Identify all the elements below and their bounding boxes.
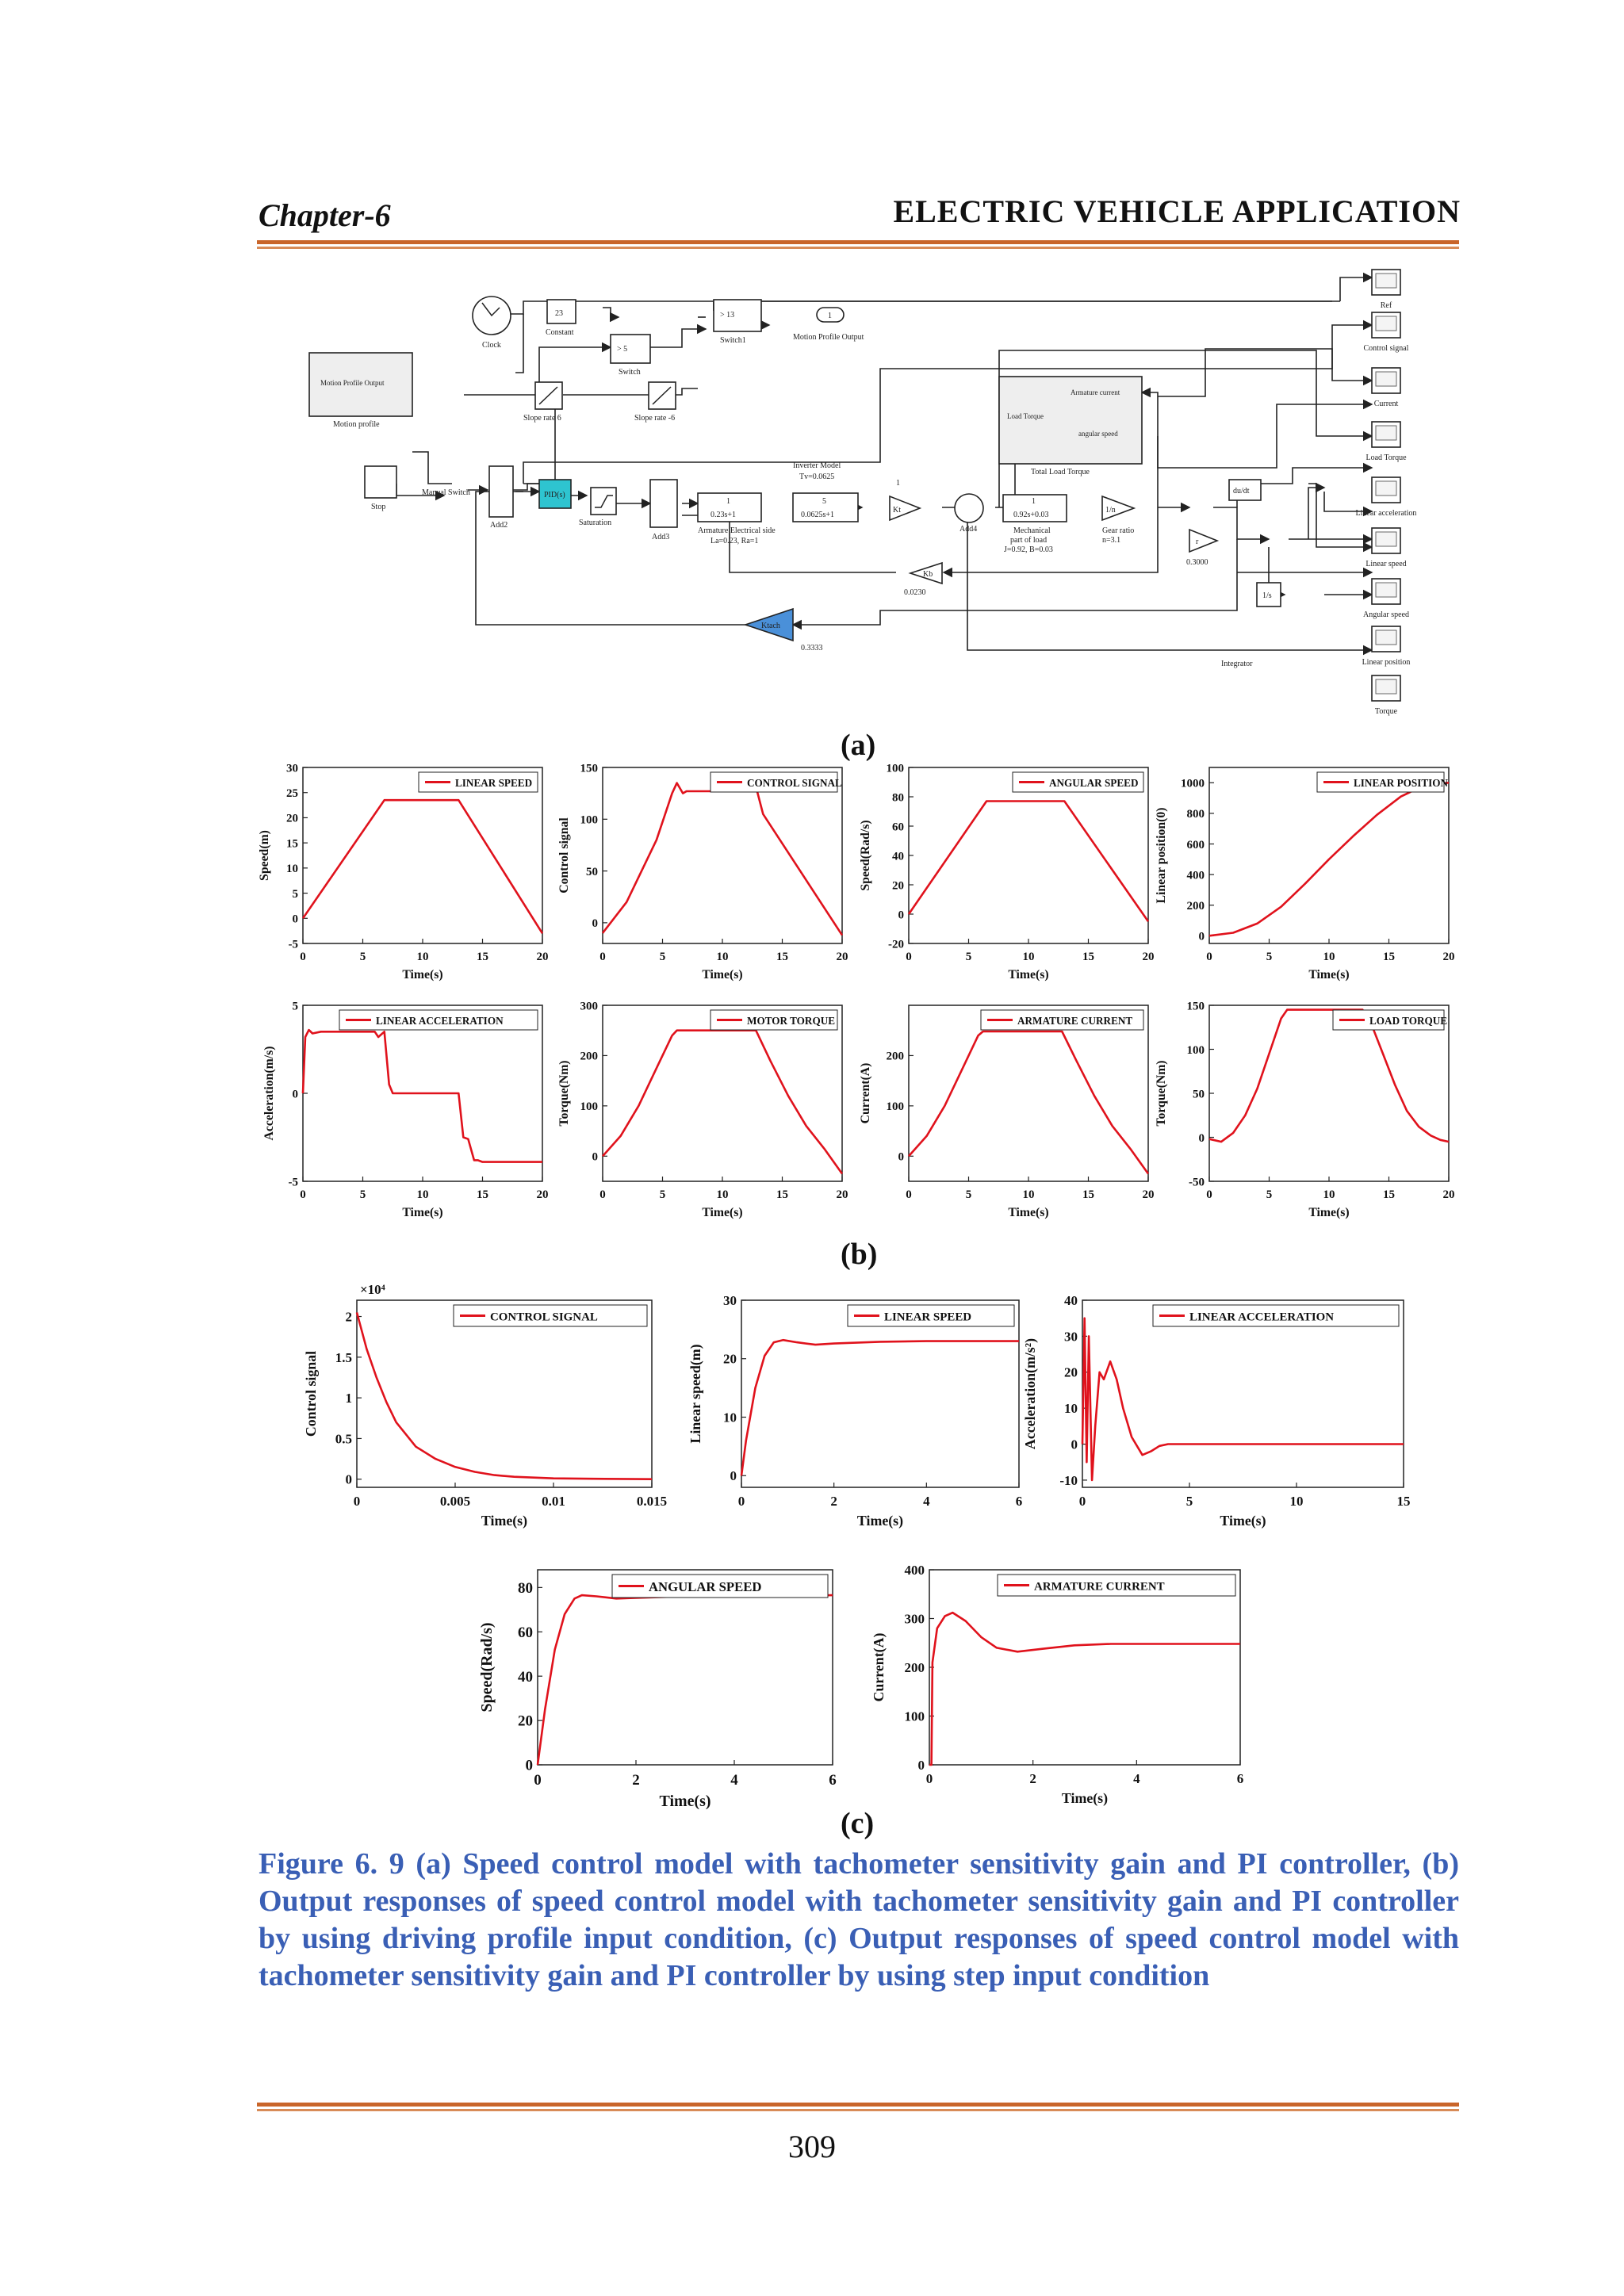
plot-area (603, 767, 842, 943)
y-axis-label: Linear position(0) (1155, 807, 1168, 904)
y-tick-label: -10 (1059, 1472, 1078, 1488)
x-tick-label: 4 (1133, 1771, 1140, 1786)
gear-label1: Gear ratio (1102, 526, 1135, 535)
x-tick-label: 10 (416, 951, 429, 963)
stop-block (365, 466, 396, 498)
x-axis-label: Time(s) (481, 1513, 528, 1529)
x-tick-label: 4 (730, 1772, 738, 1789)
manual-switch-label: Manual Switch (422, 488, 470, 497)
y-tick-label: 60 (518, 1624, 533, 1641)
y-tick-label: 1 (345, 1391, 352, 1406)
legend-label: CONTROL SIGNAL (490, 1311, 598, 1324)
load-torque-in: Load Torque (1007, 412, 1044, 420)
chart-b7 (859, 1005, 1155, 1219)
scope-label-5: Linear speed (1365, 560, 1407, 568)
x-tick-label: 0 (1206, 951, 1212, 963)
y-tick-label: 0 (525, 1757, 533, 1774)
x-tick-label: 2 (830, 1494, 837, 1509)
add2-block (489, 466, 513, 517)
y-tick-label: 0 (917, 1757, 925, 1773)
y-tick-label: 5 (292, 887, 298, 901)
mech-label1: Mechanical (1013, 526, 1051, 535)
x-tick-label: 5 (965, 1188, 972, 1201)
y-axis-label: Acceleration(m/s²) (1022, 1337, 1038, 1450)
y-axis-label: Current(A) (859, 1062, 872, 1124)
x-tick-label: 0 (1078, 1494, 1086, 1509)
total-load-label: Total Load Torque (1031, 468, 1090, 476)
page-number: 309 (788, 2129, 836, 2164)
mech-den: 0.92s+0.03 (1013, 511, 1049, 519)
r-val: 0.3000 (1186, 558, 1208, 567)
y-axis-label: Current(A) (871, 1632, 887, 1702)
x-tick-label: 0 (599, 951, 606, 963)
footer-rule (257, 2103, 1459, 2111)
scope-label-3: Load Torque (1365, 453, 1407, 462)
y-axis-label: Torque(Nm) (557, 1060, 571, 1127)
x-axis-label: Time(s) (856, 1513, 904, 1529)
y-tick-label: 200 (904, 1659, 925, 1675)
y-tick-label: 1.5 (335, 1349, 352, 1365)
r-gain-label: r (1196, 538, 1199, 546)
y-tick-label: -50 (1189, 1176, 1205, 1189)
y-tick-label: 0 (292, 1088, 298, 1101)
kb-label: Kb (923, 570, 933, 579)
y-tick-label: 20 (723, 1351, 737, 1367)
y-tick-label: 150 (1186, 1000, 1205, 1013)
y-tick-label: 40 (892, 850, 904, 863)
panel-c-svg (285, 1276, 1427, 1810)
panel-label-c: (c) (841, 1807, 875, 1840)
y-tick-label: 30 (723, 1292, 737, 1308)
y-tick-label: 400 (1186, 869, 1205, 882)
legend-label: ANGULAR SPEED (1049, 776, 1139, 789)
x-tick-label: 15 (1082, 951, 1094, 963)
x-tick-label: 15 (477, 1188, 488, 1201)
scope-label-2: Current (1373, 400, 1399, 408)
y-tick-label: 2 (345, 1309, 352, 1325)
x-tick-label: 2 (632, 1772, 640, 1789)
block-diagram-svg (285, 277, 1427, 721)
header-rule (257, 240, 1459, 249)
y-tick-label: 0 (345, 1471, 352, 1487)
y-tick-label: 1000 (1181, 777, 1205, 790)
y-tick-label: 40 (1064, 1292, 1078, 1308)
x-tick-label: 6 (829, 1772, 837, 1789)
plot-area (303, 767, 542, 943)
y-tick-label: 600 (1186, 838, 1205, 851)
motion-out-num: 1 (828, 312, 832, 320)
x-tick-label: 0.015 (636, 1494, 668, 1509)
x-tick-label: 0.005 (439, 1494, 471, 1509)
x-tick-label: 5 (659, 951, 666, 963)
legend-label: LINEAR SPEED (884, 1311, 972, 1324)
legend-label: MOTOR TORQUE (747, 1014, 836, 1027)
y-tick-label: 0 (1071, 1437, 1078, 1452)
y-tick-label: 0 (1198, 1131, 1205, 1145)
ktach-label: Ktach (761, 622, 780, 630)
x-tick-label: 4 (923, 1494, 930, 1509)
legend-label: ARMATURE CURRENT (1034, 1580, 1165, 1594)
slope6-label: Slope rate 6 (523, 414, 561, 423)
plot-area (538, 1570, 833, 1765)
y-tick-label: 100 (580, 813, 598, 827)
chart-c5 (871, 1563, 1243, 1807)
x-tick-label: 0 (300, 1188, 306, 1201)
y-tick-label: 0 (1198, 930, 1205, 943)
y-tick-label: 80 (892, 791, 904, 805)
y-tick-label: 200 (580, 1050, 598, 1063)
x-tick-label: 6 (1236, 1771, 1244, 1786)
scope-label-1: Control signal (1363, 344, 1409, 353)
x-tick-label: 0 (925, 1771, 933, 1786)
y-tick-label: 40 (518, 1668, 533, 1686)
y-tick-label: 100 (580, 1100, 598, 1114)
chart-b4 (1155, 767, 1455, 982)
stop-label: Stop (371, 503, 386, 511)
y-tick-label: 20 (286, 812, 298, 825)
x-tick-label: 0.01 (542, 1494, 565, 1509)
scope-label-6: Angular speed (1362, 610, 1410, 619)
y-tick-label: 20 (892, 879, 904, 893)
add4-label: Add4 (959, 525, 978, 534)
slope-6-label: Slope rate -6 (634, 414, 676, 423)
panel-b-svg (254, 758, 1459, 1234)
x-tick-label: 0 (534, 1772, 542, 1789)
panel-c (285, 1276, 1427, 1810)
y-tick-label: 30 (286, 762, 298, 775)
x-tick-label: 0 (300, 951, 306, 963)
x-tick-label: 20 (836, 1188, 848, 1201)
switch1-cond: > 13 (720, 311, 735, 320)
x-tick-label: 20 (536, 1188, 549, 1201)
kt-label: Kt (893, 506, 901, 515)
plot-area (1209, 1005, 1449, 1181)
chart-c1 (303, 1282, 667, 1529)
plot-area (1082, 1300, 1404, 1487)
x-tick-label: 20 (1142, 951, 1155, 963)
add2-label: Add2 (490, 521, 508, 530)
x-axis-label: Time(s) (1061, 1790, 1109, 1806)
arm-label1: Armature Electrical side (698, 526, 776, 535)
y-tick-label: 20 (1064, 1364, 1078, 1380)
scope-label-0: Ref (1380, 301, 1392, 310)
y-tick-label: 10 (286, 863, 298, 876)
x-tick-label: 0 (906, 1188, 912, 1201)
x-tick-label: 2 (1029, 1771, 1036, 1786)
kb-val: 0.0230 (904, 588, 926, 597)
inv-den: 0.0625s+1 (801, 511, 835, 519)
y-tick-label: 60 (892, 821, 904, 834)
panel-label-a: (a) (841, 729, 876, 762)
x-tick-label: 10 (1022, 1188, 1035, 1201)
y-axis-label: Acceleration(m/s) (262, 1046, 276, 1141)
x-tick-label: 15 (1383, 951, 1395, 963)
arm-num: 1 (726, 497, 730, 506)
y-tick-label: 100 (904, 1709, 925, 1724)
x-axis-label: Time(s) (1308, 968, 1350, 982)
axis-multiplier: ×10⁴ (360, 1282, 385, 1297)
y-axis-label: Speed(Rad/s) (859, 820, 872, 891)
y-tick-label: 80 (518, 1580, 533, 1598)
integrator-label: Integrator (1221, 660, 1253, 668)
switch-cond: > 5 (617, 345, 628, 354)
x-tick-label: 20 (836, 951, 848, 963)
saturation-block (591, 488, 616, 515)
x-tick-label: 5 (359, 951, 366, 963)
x-tick-label: 5 (659, 1188, 666, 1201)
y-tick-label: 5 (292, 1000, 298, 1013)
x-axis-label: Time(s) (402, 1206, 443, 1219)
clock-label: Clock (482, 341, 501, 350)
load-arm: Armature current (1071, 388, 1120, 396)
y-tick-label: 0 (898, 909, 904, 922)
x-tick-label: 10 (1022, 951, 1035, 963)
plot-area (1209, 767, 1449, 943)
y-tick-label: 0 (592, 917, 598, 931)
y-tick-label: 50 (1193, 1088, 1205, 1101)
y-tick-label: -5 (288, 1176, 298, 1189)
constant-value: 23 (555, 309, 563, 318)
chart-b3 (859, 762, 1155, 982)
y-tick-label: 100 (886, 762, 904, 775)
motion-profile-label: Motion profile (333, 420, 380, 429)
x-tick-label: 10 (1323, 1188, 1335, 1201)
x-tick-label: 15 (776, 951, 788, 963)
motion-profile-inner: Motion Profile Output (320, 379, 385, 387)
add3-block (650, 480, 677, 527)
switch1-label: Switch1 (720, 336, 746, 345)
legend-label: ANGULAR SPEED (649, 1579, 762, 1595)
x-axis-label: Time(s) (702, 968, 743, 982)
x-axis-label: Time(s) (702, 1206, 743, 1219)
chart-b2 (557, 762, 848, 982)
x-axis-label: Time(s) (1308, 1206, 1350, 1219)
mech-label3: J=0.92, B=0.03 (1004, 545, 1053, 554)
y-tick-label: 50 (586, 865, 598, 878)
legend-label: LINEAR POSITION (1354, 776, 1449, 789)
y-axis-label: Speed(Rad/s) (478, 1622, 496, 1712)
legend-label: ARMATURE CURRENT (1017, 1014, 1133, 1027)
load-ang: angular speed (1078, 430, 1118, 438)
y-tick-label: 200 (1186, 899, 1205, 913)
motion-out-label: Motion Profile Output (793, 333, 864, 342)
inv-num: 5 (822, 497, 826, 506)
y-tick-label: 150 (580, 762, 598, 775)
x-tick-label: 20 (1442, 951, 1455, 963)
x-tick-label: 10 (416, 1188, 429, 1201)
x-tick-label: 10 (1323, 951, 1335, 963)
plot-area (357, 1300, 652, 1487)
chart-b1 (258, 762, 549, 982)
y-axis-label: Speed(m) (258, 830, 271, 881)
panel-label-b: (b) (841, 1238, 878, 1271)
y-tick-label: 400 (904, 1562, 925, 1578)
x-tick-label: 15 (1082, 1188, 1094, 1201)
plot-area (909, 767, 1148, 943)
x-tick-label: 5 (1185, 1494, 1193, 1509)
x-axis-label: Time(s) (1220, 1513, 1266, 1529)
du-dt-label: du/dt (1233, 487, 1250, 496)
y-tick-label: 800 (1186, 808, 1205, 821)
x-tick-label: 5 (359, 1188, 366, 1201)
y-tick-label: 0 (292, 913, 298, 926)
x-tick-label: 20 (536, 951, 549, 963)
scope-label-7: Linear position (1362, 658, 1411, 667)
arm-label2: La=0.23, Ra=1 (710, 537, 759, 545)
gear-label: 1/n (1105, 506, 1116, 515)
x-tick-label: 5 (1266, 951, 1273, 963)
gear-label2: n=3.1 (1102, 536, 1121, 545)
y-tick-label: -5 (288, 938, 298, 951)
chart-c2 (688, 1293, 1022, 1529)
x-tick-label: 15 (1396, 1494, 1411, 1509)
x-tick-label: 0 (737, 1494, 745, 1509)
chart-c3 (1022, 1293, 1411, 1529)
plot-area (929, 1570, 1240, 1765)
x-tick-label: 20 (1142, 1188, 1155, 1201)
x-tick-label: 10 (716, 951, 729, 963)
legend-label: LINEAR SPEED (455, 776, 533, 789)
y-tick-label: 300 (580, 1000, 598, 1013)
x-tick-label: 0 (353, 1494, 361, 1509)
legend-label: LINEAR ACCELERATION (376, 1014, 504, 1027)
chart-b8 (1155, 1000, 1455, 1219)
r-gain (1189, 530, 1217, 552)
x-tick-label: 6 (1015, 1494, 1023, 1509)
y-tick-label: 0 (898, 1150, 904, 1164)
y-tick-label: 0.5 (335, 1431, 352, 1447)
y-tick-label: 300 (904, 1611, 925, 1627)
chart-c4 (478, 1570, 837, 1810)
y-tick-label: 10 (723, 1410, 737, 1425)
legend-label: LINEAR ACCELERATION (1189, 1311, 1335, 1324)
ktach-val: 0.3333 (801, 644, 823, 652)
y-tick-label: 0 (730, 1468, 737, 1484)
figure-caption: Figure 6. 9 (a) Speed control model with tachometer sensitivity gain and PI controller, (b) Output responses of speed control model with tachometer sensitivity gain and PI controller by using driving profile input condition, (c) Output responses of speed control model with tachometer sensitivity gain and PI controller by using step input condition (259, 1847, 1459, 1992)
add4-sum (955, 494, 983, 522)
saturation-label: Saturation (579, 519, 612, 527)
x-tick-label: 5 (1266, 1188, 1273, 1201)
y-tick-label: 100 (1186, 1043, 1205, 1057)
y-tick-label: 15 (286, 837, 298, 851)
scope-label-8: Torque (1374, 707, 1398, 716)
add3-label: Add3 (652, 533, 670, 541)
mech-label2: part of load (1010, 536, 1048, 545)
y-axis-label: Torque(Nm) (1155, 1060, 1168, 1127)
chart-b6 (557, 1000, 848, 1219)
y-axis-label: Control signal (557, 817, 571, 894)
x-axis-label: Time(s) (659, 1793, 711, 1810)
plot-area (741, 1300, 1019, 1487)
x-tick-label: 15 (776, 1188, 788, 1201)
constant-label: Constant (546, 328, 574, 337)
legend-label: CONTROL SIGNAL (747, 776, 842, 789)
block-diagram (285, 277, 1427, 721)
x-tick-label: 20 (1442, 1188, 1455, 1201)
kt-val: 1 (896, 479, 900, 488)
switch-label: Switch (619, 368, 641, 377)
y-axis-label: Control signal (303, 1350, 319, 1437)
x-tick-label: 0 (906, 951, 912, 963)
x-axis-label: Time(s) (1008, 1206, 1049, 1219)
y-tick-label: 20 (518, 1712, 533, 1730)
inv-label1: Inverter Model (793, 461, 841, 470)
x-tick-label: 10 (716, 1188, 729, 1201)
chapter-label: Chapter-6 (259, 197, 391, 233)
x-axis-label: Time(s) (1008, 968, 1049, 982)
x-tick-label: 5 (965, 951, 972, 963)
mech-num: 1 (1032, 497, 1036, 506)
panel-b (254, 758, 1459, 1234)
chart-b5 (262, 1000, 549, 1219)
integ-val: 1/s (1262, 591, 1272, 600)
inv-label2: Tv=0.0625 (799, 473, 835, 481)
x-tick-label: 0 (1206, 1188, 1212, 1201)
x-tick-label: 15 (477, 951, 488, 963)
y-axis-label: Linear speed(m) (688, 1344, 703, 1444)
x-tick-label: 10 (1289, 1494, 1304, 1509)
scope-label-4: Linear acceleration (1355, 509, 1417, 518)
y-tick-label: 25 (286, 786, 298, 800)
chapter-title: ELECTRIC VEHICLE APPLICATION (893, 193, 1461, 229)
y-tick-label: 100 (886, 1100, 904, 1114)
y-tick-label: 200 (886, 1050, 904, 1063)
y-tick-label: 30 (1064, 1329, 1078, 1345)
y-tick-label: 10 (1064, 1401, 1078, 1417)
y-tick-label: 0 (592, 1150, 598, 1164)
plot-area (603, 1005, 842, 1181)
pid-label: PID(s) (544, 491, 565, 499)
legend-label: LOAD TORQUE (1369, 1014, 1448, 1027)
y-tick-label: -20 (888, 938, 904, 951)
x-tick-label: 15 (1383, 1188, 1395, 1201)
arm-den: 0.23s+1 (710, 511, 737, 519)
x-axis-label: Time(s) (402, 968, 443, 982)
x-tick-label: 0 (599, 1188, 606, 1201)
